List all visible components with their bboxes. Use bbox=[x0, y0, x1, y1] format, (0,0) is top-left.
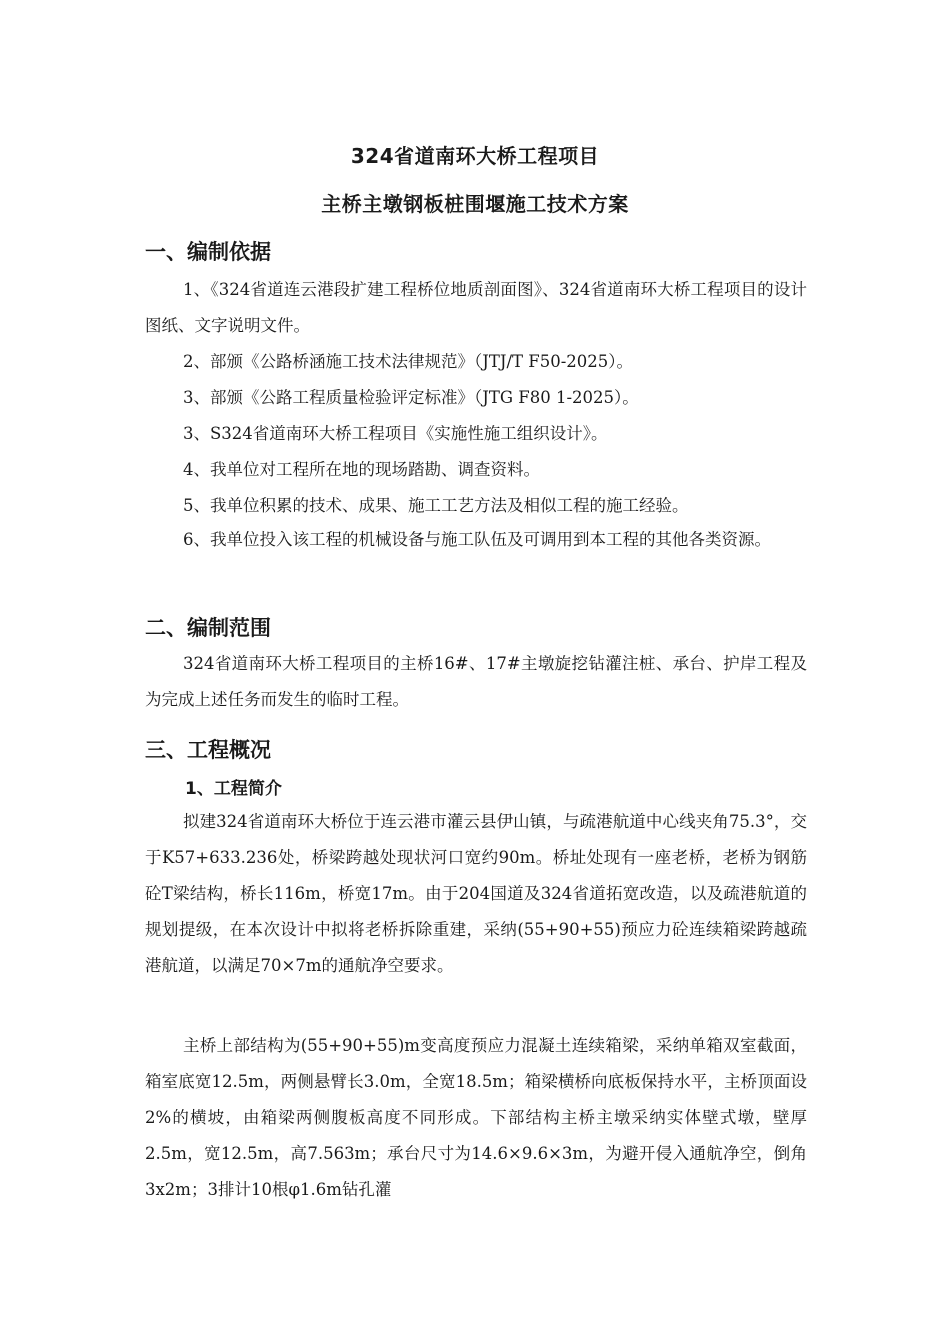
paragraph-structure: 主桥上部结构为(55+90+55)m变高度预应力混凝土连续箱梁，采纳单箱双室截面，箱室底宽12.5m，两侧悬臂长3.0m，全宽18.5m；箱梁横桥向底板保持水平，主桥顶面设2%的横坡，由箱梁两侧腹板高度不同形成。下部结构主桥主墩采纳实体壁式墩，壁厚2.5m，宽12.5m，高7.563m；承台尺寸为14.6×9.6×3m，为避开侵入通航净空，倒角3x2m；3排计10根φ1.6m钻孔灌 bbox=[145, 1036, 807, 1199]
list-item: 2、部颁《公路桥涵施工技术法律规范》（JTJ/T F50-2025）。 bbox=[183, 352, 634, 371]
list-item: 4、我单位对工程所在地的现场踏勘、调查资料。 bbox=[183, 460, 540, 479]
list-item: 5、我单位积累的技术、成果、施工工艺方法及相似工程的施工经验。 bbox=[183, 496, 689, 515]
section-heading-basis: 一、编制依据 bbox=[145, 240, 271, 264]
list-item: 3、部颁《公路工程质量检验评定标准》（JTG F80 1-2025）。 bbox=[183, 388, 639, 407]
document-title: 324省道南环大桥工程项目 bbox=[350, 144, 600, 168]
list-item: 3、S324省道南环大桥工程项目《实施性施工组织设计》。 bbox=[183, 424, 608, 443]
list-item: 6、我单位投入该工程的机械设备与施工队伍及可调用到本工程的其他各类资源。 bbox=[183, 530, 771, 549]
paragraph-project-intro: 拟建324省道南环大桥位于连云港市灌云县伊山镇，与疏港航道中心线夹角75.3°，交于K57+633.236处，桥梁跨越处现状河口宽约90m。桥址处现有一座老桥，老桥为钢筋砼T梁结构，桥长116m，桥宽17m。由于204国道及324省道拓宽改造，以及疏港航道的规划提级，在本次设计中拟将老桥拆除重建，采纳(55+90+55)预应力砼连续箱梁跨越疏港航道，以满足70×7m的通航净空要求。 bbox=[145, 812, 807, 975]
subsection-heading-intro: 1、工程简介 bbox=[185, 779, 282, 799]
section-heading-scope: 二、编制范围 bbox=[145, 616, 271, 640]
paragraph-scope: 324省道南环大桥工程项目的主桥16#、17#主墩旋挖钻灌注桩、承台、护岸工程及为完成上述任务而发生的临时工程。 bbox=[145, 654, 807, 709]
section-heading-overview: 三、工程概况 bbox=[145, 738, 271, 762]
list-item: 1、《324省道连云港段扩建工程桥位地质剖面图》、324省道南环大桥工程项目的设计图纸、文字说明文件。 bbox=[145, 280, 807, 335]
document-subtitle: 主桥主墩钢板桩围堰施工技术方案 bbox=[321, 192, 629, 216]
